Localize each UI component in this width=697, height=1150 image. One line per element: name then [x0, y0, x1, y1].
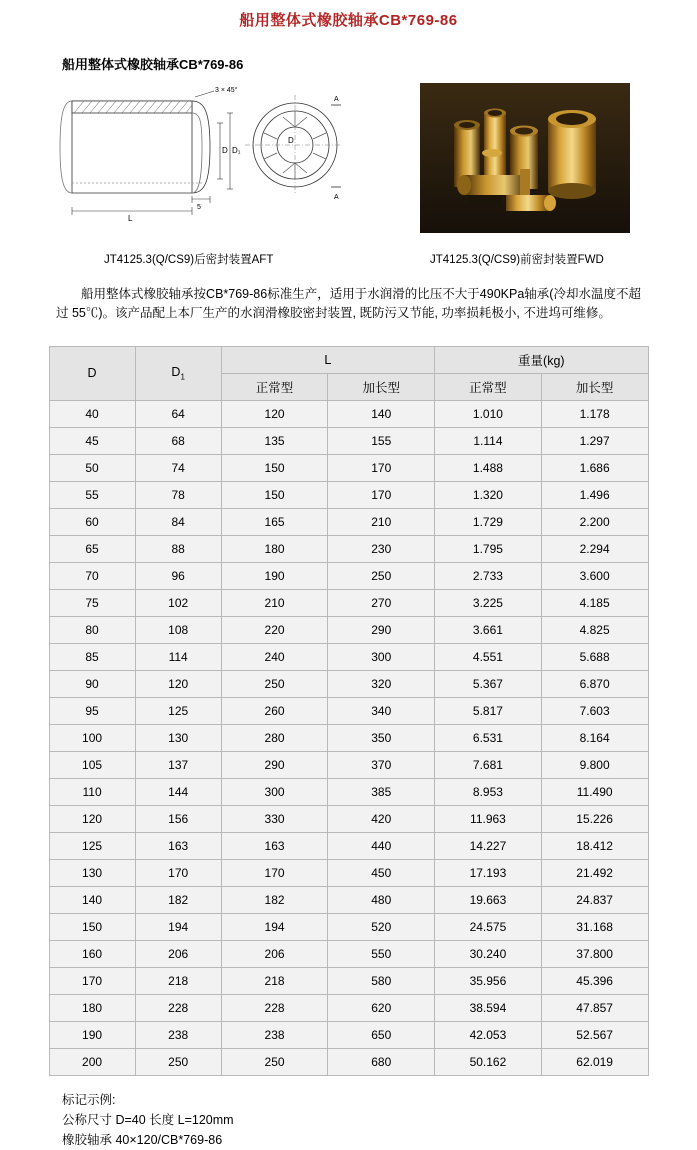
table-cell: 108	[135, 616, 221, 643]
table-cell: 11.963	[435, 805, 542, 832]
table-cell: 1.320	[435, 481, 542, 508]
table-cell: 1.114	[435, 427, 542, 454]
svg-text:A: A	[334, 96, 339, 103]
table-row	[49, 1021, 648, 1048]
header-weight-normal: 正常型	[435, 373, 542, 400]
table-cell: 1.178	[541, 400, 648, 427]
table-row	[49, 778, 648, 805]
table-cell: 680	[328, 1048, 435, 1075]
table-cell: 170	[221, 859, 328, 886]
table-cell: 84	[135, 508, 221, 535]
header-weight-long: 加长型	[541, 373, 648, 400]
table-cell: 480	[328, 886, 435, 913]
table-cell: 144	[135, 778, 221, 805]
table-cell: 1.496	[541, 481, 648, 508]
table-cell: 90	[49, 670, 135, 697]
table-body	[49, 400, 648, 1075]
table-cell: 120	[135, 670, 221, 697]
table-cell: 350	[328, 724, 435, 751]
table-cell: 50	[49, 454, 135, 481]
table-cell: 260	[221, 697, 328, 724]
table-cell: 250	[221, 670, 328, 697]
table-cell: 270	[328, 589, 435, 616]
table-row	[49, 724, 648, 751]
table-cell: 1.795	[435, 535, 542, 562]
table-cell: 170	[328, 454, 435, 481]
table-cell: 340	[328, 697, 435, 724]
table-cell: 95	[49, 697, 135, 724]
header-d: D	[49, 346, 135, 400]
table-row	[49, 454, 648, 481]
table-row	[49, 400, 648, 427]
table-cell: 3.600	[541, 562, 648, 589]
table-cell: 125	[135, 697, 221, 724]
page-title: 船用整体式橡胶轴承CB*769-86	[239, 12, 458, 29]
table-cell: 24.837	[541, 886, 648, 913]
table-cell: 180	[221, 535, 328, 562]
table-cell: 6.531	[435, 724, 542, 751]
table-cell: 135	[221, 427, 328, 454]
table-cell: 180	[49, 994, 135, 1021]
header-weight: 重量(kg)	[435, 346, 648, 373]
header-d1-text: D	[171, 365, 181, 379]
table-cell: 160	[49, 940, 135, 967]
table-cell: 62.019	[541, 1048, 648, 1075]
table-row	[49, 967, 648, 994]
table-cell: 78	[135, 481, 221, 508]
table-row	[49, 1048, 648, 1075]
table-cell: 38.594	[435, 994, 542, 1021]
table-cell: 137	[135, 751, 221, 778]
table-row	[49, 562, 648, 589]
table-cell: 1.729	[435, 508, 542, 535]
table-cell: 4.185	[541, 589, 648, 616]
table-cell: 190	[221, 562, 328, 589]
table-cell: 31.168	[541, 913, 648, 940]
table-cell: 150	[49, 913, 135, 940]
table-cell: 130	[135, 724, 221, 751]
table-cell: 140	[49, 886, 135, 913]
table-cell: 19.663	[435, 886, 542, 913]
table-cell: 21.492	[541, 859, 648, 886]
table-cell: 156	[135, 805, 221, 832]
table-row	[49, 859, 648, 886]
marking-example-line2: 公称尺寸 D=40 长度 L=120mm	[62, 1112, 234, 1127]
table-cell: 1.297	[541, 427, 648, 454]
table-row	[49, 616, 648, 643]
table-cell: 580	[328, 967, 435, 994]
table-cell: 30.240	[435, 940, 542, 967]
table-cell: 182	[221, 886, 328, 913]
table-cell: 238	[135, 1021, 221, 1048]
table-cell: 40	[49, 400, 135, 427]
section-title: 船用整体式橡胶轴承CB*769-86	[62, 57, 244, 72]
table-cell: 120	[49, 805, 135, 832]
table-cell: 182	[135, 886, 221, 913]
table-cell: 2.294	[541, 535, 648, 562]
table-row	[49, 643, 648, 670]
table-cell: 2.200	[541, 508, 648, 535]
table-cell: 230	[328, 535, 435, 562]
table-cell: 250	[135, 1048, 221, 1075]
table-cell: 218	[221, 967, 328, 994]
table-cell: 194	[135, 913, 221, 940]
marking-example-line1: 标记示例:	[62, 1092, 116, 1107]
table-cell: 37.800	[541, 940, 648, 967]
table-cell: 85	[49, 643, 135, 670]
table-cell: 64	[135, 400, 221, 427]
header-length: L	[221, 346, 434, 373]
table-cell: 88	[135, 535, 221, 562]
table-cell: 218	[135, 967, 221, 994]
table-cell: 47.857	[541, 994, 648, 1021]
table-row	[49, 697, 648, 724]
table-cell: 155	[328, 427, 435, 454]
figures-row	[0, 83, 697, 251]
table-cell: 18.412	[541, 832, 648, 859]
table-cell: 165	[221, 508, 328, 535]
table-cell: 1.686	[541, 454, 648, 481]
table-cell: 4.551	[435, 643, 542, 670]
table-cell: 65	[49, 535, 135, 562]
svg-text:D: D	[222, 146, 228, 155]
table-cell: 250	[221, 1048, 328, 1075]
table-cell: 70	[49, 562, 135, 589]
table-cell: 3.661	[435, 616, 542, 643]
table-cell: 35.956	[435, 967, 542, 994]
table-row	[49, 670, 648, 697]
technical-drawing-figure	[52, 83, 342, 233]
table-row	[49, 832, 648, 859]
table-cell: 370	[328, 751, 435, 778]
table-cell: 5.688	[541, 643, 648, 670]
header-length-normal: 正常型	[221, 373, 328, 400]
header-d1	[135, 346, 221, 400]
table-cell: 300	[221, 778, 328, 805]
table-cell: 150	[221, 454, 328, 481]
table-cell: 228	[221, 994, 328, 1021]
table-row	[49, 940, 648, 967]
table-cell: 5.817	[435, 697, 542, 724]
table-cell: 7.681	[435, 751, 542, 778]
svg-text:3 × 45°: 3 × 45°	[215, 87, 238, 94]
table-row	[49, 886, 648, 913]
table-cell: 6.870	[541, 670, 648, 697]
left-figure-caption: JT4125.3(Q/CS9)后密封装置AFT	[104, 254, 274, 266]
table-cell: 220	[221, 616, 328, 643]
table-cell: 450	[328, 859, 435, 886]
table-cell: 55	[49, 481, 135, 508]
table-header-row-1	[49, 346, 648, 373]
table-cell: 300	[328, 643, 435, 670]
table-row	[49, 508, 648, 535]
figure-captions	[0, 251, 697, 271]
table-cell: 163	[221, 832, 328, 859]
table-cell: 194	[221, 913, 328, 940]
table-cell: 620	[328, 994, 435, 1021]
table-cell: 210	[328, 508, 435, 535]
table-cell: 320	[328, 670, 435, 697]
table-cell: 60	[49, 508, 135, 535]
table-row	[49, 805, 648, 832]
table-cell: 2.733	[435, 562, 542, 589]
table-cell: 290	[328, 616, 435, 643]
table-cell: 105	[49, 751, 135, 778]
table-cell: 190	[49, 1021, 135, 1048]
table-cell: 114	[135, 643, 221, 670]
table-cell: 100	[49, 724, 135, 751]
right-figure-caption: JT4125.3(Q/CS9)前密封装置FWD	[430, 254, 604, 266]
table-cell: 206	[135, 940, 221, 967]
description-paragraph: 船用整体式橡胶轴承按CB*769-86标准生产，适用于水润滑的比压不大于490KPa轴承(冷却水温度不超过 55℃)。该产品配上本厂生产的水润滑橡胶密封装置, 既防污又节能, 功率损耗极小, 不进坞可维修。	[56, 287, 641, 321]
table-cell: 280	[221, 724, 328, 751]
table-cell: 238	[221, 1021, 328, 1048]
table-cell: 11.490	[541, 778, 648, 805]
table-cell: 125	[49, 832, 135, 859]
table-cell: 8.164	[541, 724, 648, 751]
svg-text:A: A	[334, 194, 339, 201]
table-row	[49, 535, 648, 562]
svg-text:D₁: D₁	[232, 146, 241, 155]
table-cell: 206	[221, 940, 328, 967]
header-length-long: 加长型	[328, 373, 435, 400]
header-d1-subscript: 1	[180, 372, 185, 382]
specification-table	[49, 346, 649, 1076]
table-cell: 42.053	[435, 1021, 542, 1048]
table-cell: 130	[49, 859, 135, 886]
table-cell: 550	[328, 940, 435, 967]
table-cell: 240	[221, 643, 328, 670]
table-cell: 3.225	[435, 589, 542, 616]
table-cell: 330	[221, 805, 328, 832]
table-cell: 420	[328, 805, 435, 832]
table-cell: 650	[328, 1021, 435, 1048]
table-cell: 250	[328, 562, 435, 589]
table-cell: 5.367	[435, 670, 542, 697]
table-cell: 1.010	[435, 400, 542, 427]
table-cell: 228	[135, 994, 221, 1021]
svg-text:L: L	[128, 214, 133, 223]
table-cell: 15.226	[541, 805, 648, 832]
table-cell: 96	[135, 562, 221, 589]
table-cell: 74	[135, 454, 221, 481]
svg-text:5: 5	[197, 204, 201, 211]
table-cell: 150	[221, 481, 328, 508]
table-cell: 50.162	[435, 1048, 542, 1075]
table-cell: 520	[328, 913, 435, 940]
table-row	[49, 913, 648, 940]
table-row	[49, 481, 648, 508]
table-cell: 52.567	[541, 1021, 648, 1048]
product-photo	[420, 83, 630, 233]
table-cell: 170	[49, 967, 135, 994]
table-cell: 75	[49, 589, 135, 616]
table-cell: 440	[328, 832, 435, 859]
table-cell: 290	[221, 751, 328, 778]
marking-example	[62, 1090, 697, 1150]
table-cell: 200	[49, 1048, 135, 1075]
table-cell: 45.396	[541, 967, 648, 994]
table-cell: 8.953	[435, 778, 542, 805]
table-cell: 140	[328, 400, 435, 427]
table-cell: 9.800	[541, 751, 648, 778]
table-row	[49, 589, 648, 616]
table-cell: 4.825	[541, 616, 648, 643]
table-cell: 102	[135, 589, 221, 616]
table-cell: 7.603	[541, 697, 648, 724]
table-cell: 120	[221, 400, 328, 427]
table-cell: 110	[49, 778, 135, 805]
table-cell: 385	[328, 778, 435, 805]
table-cell: 170	[135, 859, 221, 886]
svg-text:D: D	[288, 136, 294, 145]
table-cell: 80	[49, 616, 135, 643]
table-cell: 24.575	[435, 913, 542, 940]
table-row	[49, 427, 648, 454]
table-cell: 68	[135, 427, 221, 454]
table-cell: 14.227	[435, 832, 542, 859]
table-cell: 170	[328, 481, 435, 508]
table-cell: 163	[135, 832, 221, 859]
table-cell: 1.488	[435, 454, 542, 481]
table-cell: 210	[221, 589, 328, 616]
table-row	[49, 751, 648, 778]
table-cell: 45	[49, 427, 135, 454]
table-cell: 17.193	[435, 859, 542, 886]
table-row	[49, 994, 648, 1021]
marking-example-line3: 橡胶轴承 40×120/CB*769-86	[62, 1132, 223, 1147]
